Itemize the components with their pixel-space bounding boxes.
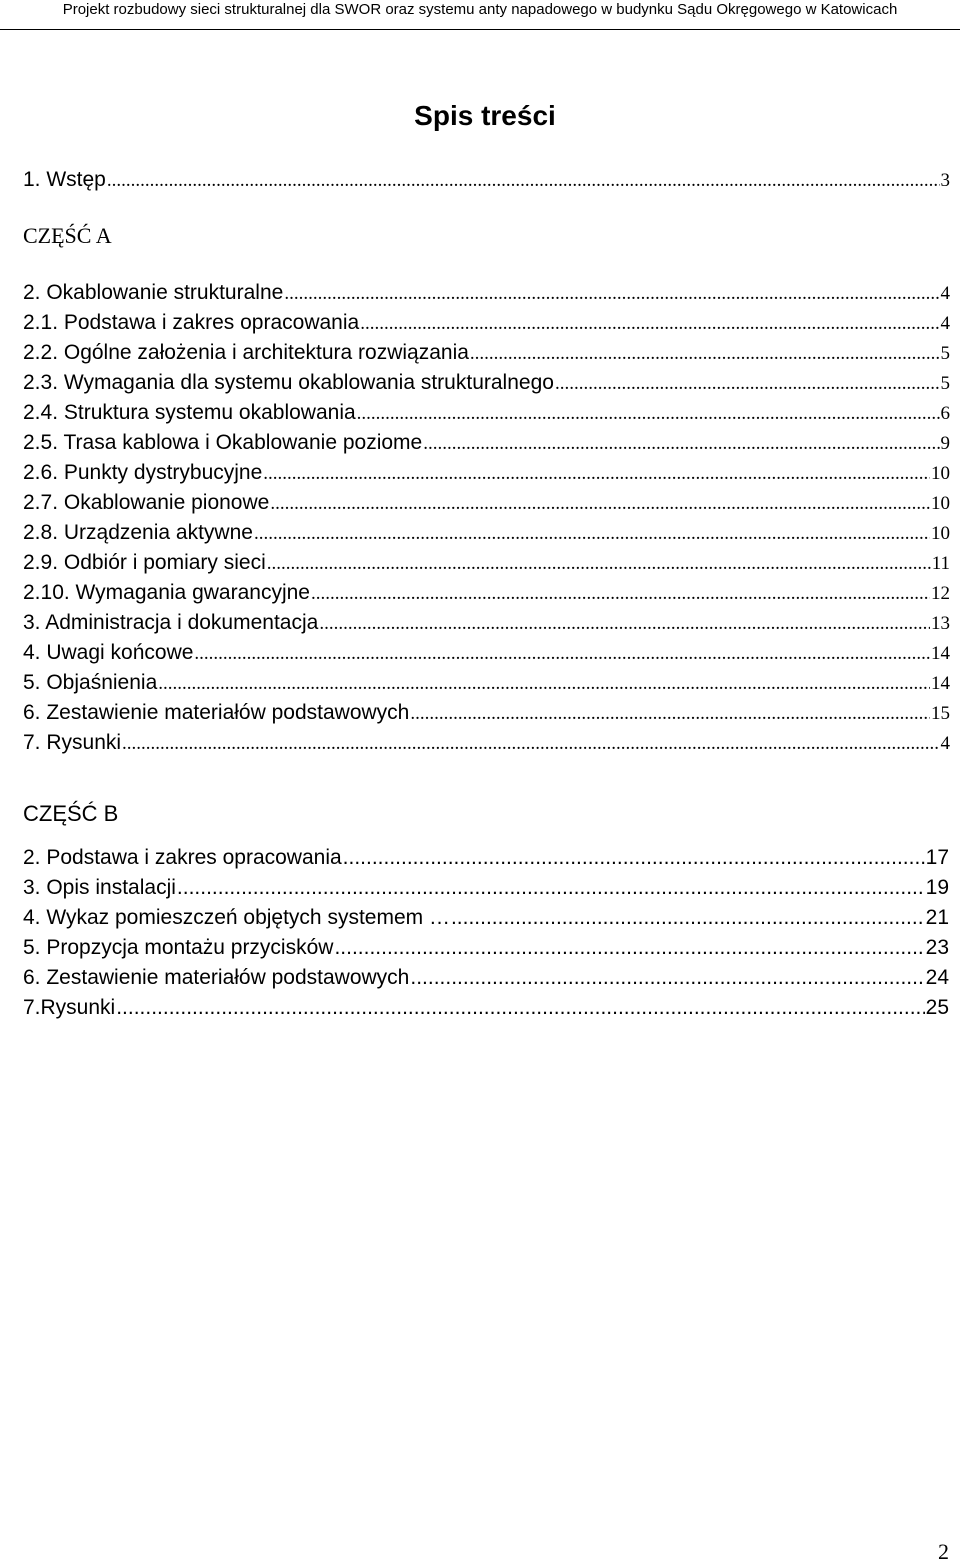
toc-leader-dots [177, 873, 925, 903]
toc-entry-page: 12 [931, 583, 950, 604]
toc-entry-page: 14 [931, 643, 950, 664]
toc-entry-page: 10 [931, 493, 950, 514]
part-a-heading: CZĘŚĆ A [23, 223, 112, 248]
toc-entry-page: 10 [931, 463, 950, 484]
toc-entry-label: 2. Podstawa i zakres opracowania [23, 846, 342, 869]
toc-leader-dots [122, 729, 939, 759]
toc-entry-page: 15 [931, 703, 950, 724]
toc-entry[interactable] [23, 458, 950, 488]
running-header [0, 0, 960, 30]
toc-entry-label: 4. Uwagi końcowe [23, 641, 194, 664]
toc-entry-page: 13 [931, 613, 950, 634]
toc-leader-dots [194, 639, 930, 669]
toc-entry[interactable] [23, 428, 950, 458]
toc-leader-dots [284, 279, 939, 309]
toc-entry-page: 19 [925, 876, 949, 899]
toc-leader-dots [357, 399, 940, 429]
toc-entry[interactable] [23, 398, 950, 428]
toc-entry-label: 3. Opis instalacji [23, 876, 176, 899]
toc-entry-label: 5. Objaśnienia [23, 671, 158, 694]
toc-title: Spis treści [414, 100, 556, 131]
toc-entry-label: 5. Propzycja montażu przycisków [23, 936, 334, 959]
toc-intro [23, 165, 950, 195]
toc-entry-label: 2.5. Trasa kablowa i Okablowanie poziome [23, 431, 423, 454]
toc-entry-label: 7.Rysunki [23, 996, 116, 1019]
toc-entry-page: 14 [931, 673, 950, 694]
toc-entry[interactable] [23, 993, 949, 1023]
toc-entry[interactable] [23, 843, 949, 873]
toc-leader-dots [470, 339, 940, 369]
toc-entry[interactable] [23, 933, 949, 963]
toc-entry-page: 4 [940, 283, 950, 304]
toc-entry-label: 6. Zestawienie materiałów podstawowych [23, 966, 410, 989]
toc-entry-label: 2.2. Ogólne założenia i architektura rozwiązania [23, 341, 469, 364]
toc-entry-label: 2.3. Wymagania dla systemu okablowania strukturalnego [23, 371, 554, 394]
toc-entry-label: 6. Zestawienie materiałów podstawowych [23, 701, 410, 724]
toc-entry[interactable] [23, 518, 950, 548]
toc-entry-page: 23 [925, 936, 949, 959]
toc-entry[interactable] [23, 638, 950, 668]
toc-entry-page: 9 [940, 433, 950, 454]
toc-entry[interactable] [23, 903, 949, 933]
toc-entry-label: 7. Rysunki [23, 731, 122, 754]
toc-entry-page: 5 [940, 343, 950, 364]
toc-leader-dots [267, 549, 931, 579]
toc-entry-label: 2.9. Odbiór i pomiary sieci [23, 551, 266, 574]
toc-entry[interactable] [23, 308, 950, 338]
toc-entry-label: 2. Okablowanie strukturalne [23, 281, 284, 304]
toc-entry[interactable] [23, 368, 950, 398]
toc-leader-dots [270, 489, 930, 519]
toc-entry[interactable] [23, 698, 950, 728]
toc-entry[interactable] [23, 963, 949, 993]
toc-entry-label: 2.8. Urządzenia aktywne [23, 521, 253, 544]
toc-leader-dots [360, 309, 939, 339]
toc-part-a [23, 278, 950, 758]
part-b-heading: CZĘŚĆ B [23, 801, 119, 826]
toc-leader-dots [410, 699, 930, 729]
toc-entry-label: 2.1. Podstawa i zakres opracowania [23, 311, 360, 334]
toc-leader-dots [254, 519, 930, 549]
toc-leader-dots [410, 963, 924, 993]
toc-entry-page: 4 [940, 313, 950, 334]
toc-entry-label: 3. Administracja i dokumentacja [23, 611, 319, 634]
toc-leader-dots [263, 459, 930, 489]
toc-entry[interactable] [23, 165, 950, 195]
toc-leader-dots [423, 429, 939, 459]
toc-leader-dots [116, 993, 924, 1023]
toc-entry-page: 11 [931, 553, 950, 574]
toc-entry-page: 24 [925, 966, 949, 989]
toc-leader-dots [311, 579, 930, 609]
toc-entry[interactable] [23, 728, 950, 758]
toc-leader-dots [334, 933, 924, 963]
toc-entry[interactable] [23, 548, 950, 578]
toc-entry-label: 2.10. Wymagania gwarancyjne [23, 581, 310, 604]
toc-entry-page: 25 [925, 996, 949, 1019]
toc-entry-page: 4 [940, 733, 950, 754]
toc-leader-dots [107, 166, 940, 196]
toc-leader-dots [555, 369, 940, 399]
toc-leader-dots [319, 609, 930, 639]
toc-entry[interactable] [23, 488, 950, 518]
toc-entry-label: 1. Wstęp [23, 168, 106, 191]
toc-entry-label: 2.6. Punkty dystrybucyjne [23, 461, 263, 484]
toc-entry-page: 3 [940, 170, 950, 191]
toc-entry[interactable] [23, 668, 950, 698]
toc-entry-label: 2.7. Okablowanie pionowe [23, 491, 270, 514]
toc-entry[interactable] [23, 873, 949, 903]
toc-entry-label: 2.4. Struktura systemu okablowania [23, 401, 356, 424]
toc-leader-dots [343, 843, 925, 873]
toc-entry-label: 4. Wykaz pomieszczeń objętych systemem … [23, 906, 450, 929]
toc-entry[interactable] [23, 578, 950, 608]
toc-entry[interactable] [23, 278, 950, 308]
toc-entry[interactable] [23, 608, 950, 638]
toc-leader-dots [451, 903, 925, 933]
toc-entry-page: 10 [931, 523, 950, 544]
running-header-text: Projekt rozbudowy sieci strukturalnej dla SWOR oraz systemu anty napadowego w budynku Sądu Okręgowego w Katowicach [62, 1, 898, 18]
page-number: 2 [938, 1539, 949, 1564]
toc-leader-dots [158, 669, 930, 699]
toc-part-b [23, 843, 949, 1023]
toc-entry-page: 5 [940, 373, 950, 394]
toc-entry-page: 6 [940, 403, 950, 424]
toc-entry-page: 21 [925, 906, 949, 929]
toc-entry-page: 17 [925, 846, 949, 869]
toc-entry[interactable] [23, 338, 950, 368]
